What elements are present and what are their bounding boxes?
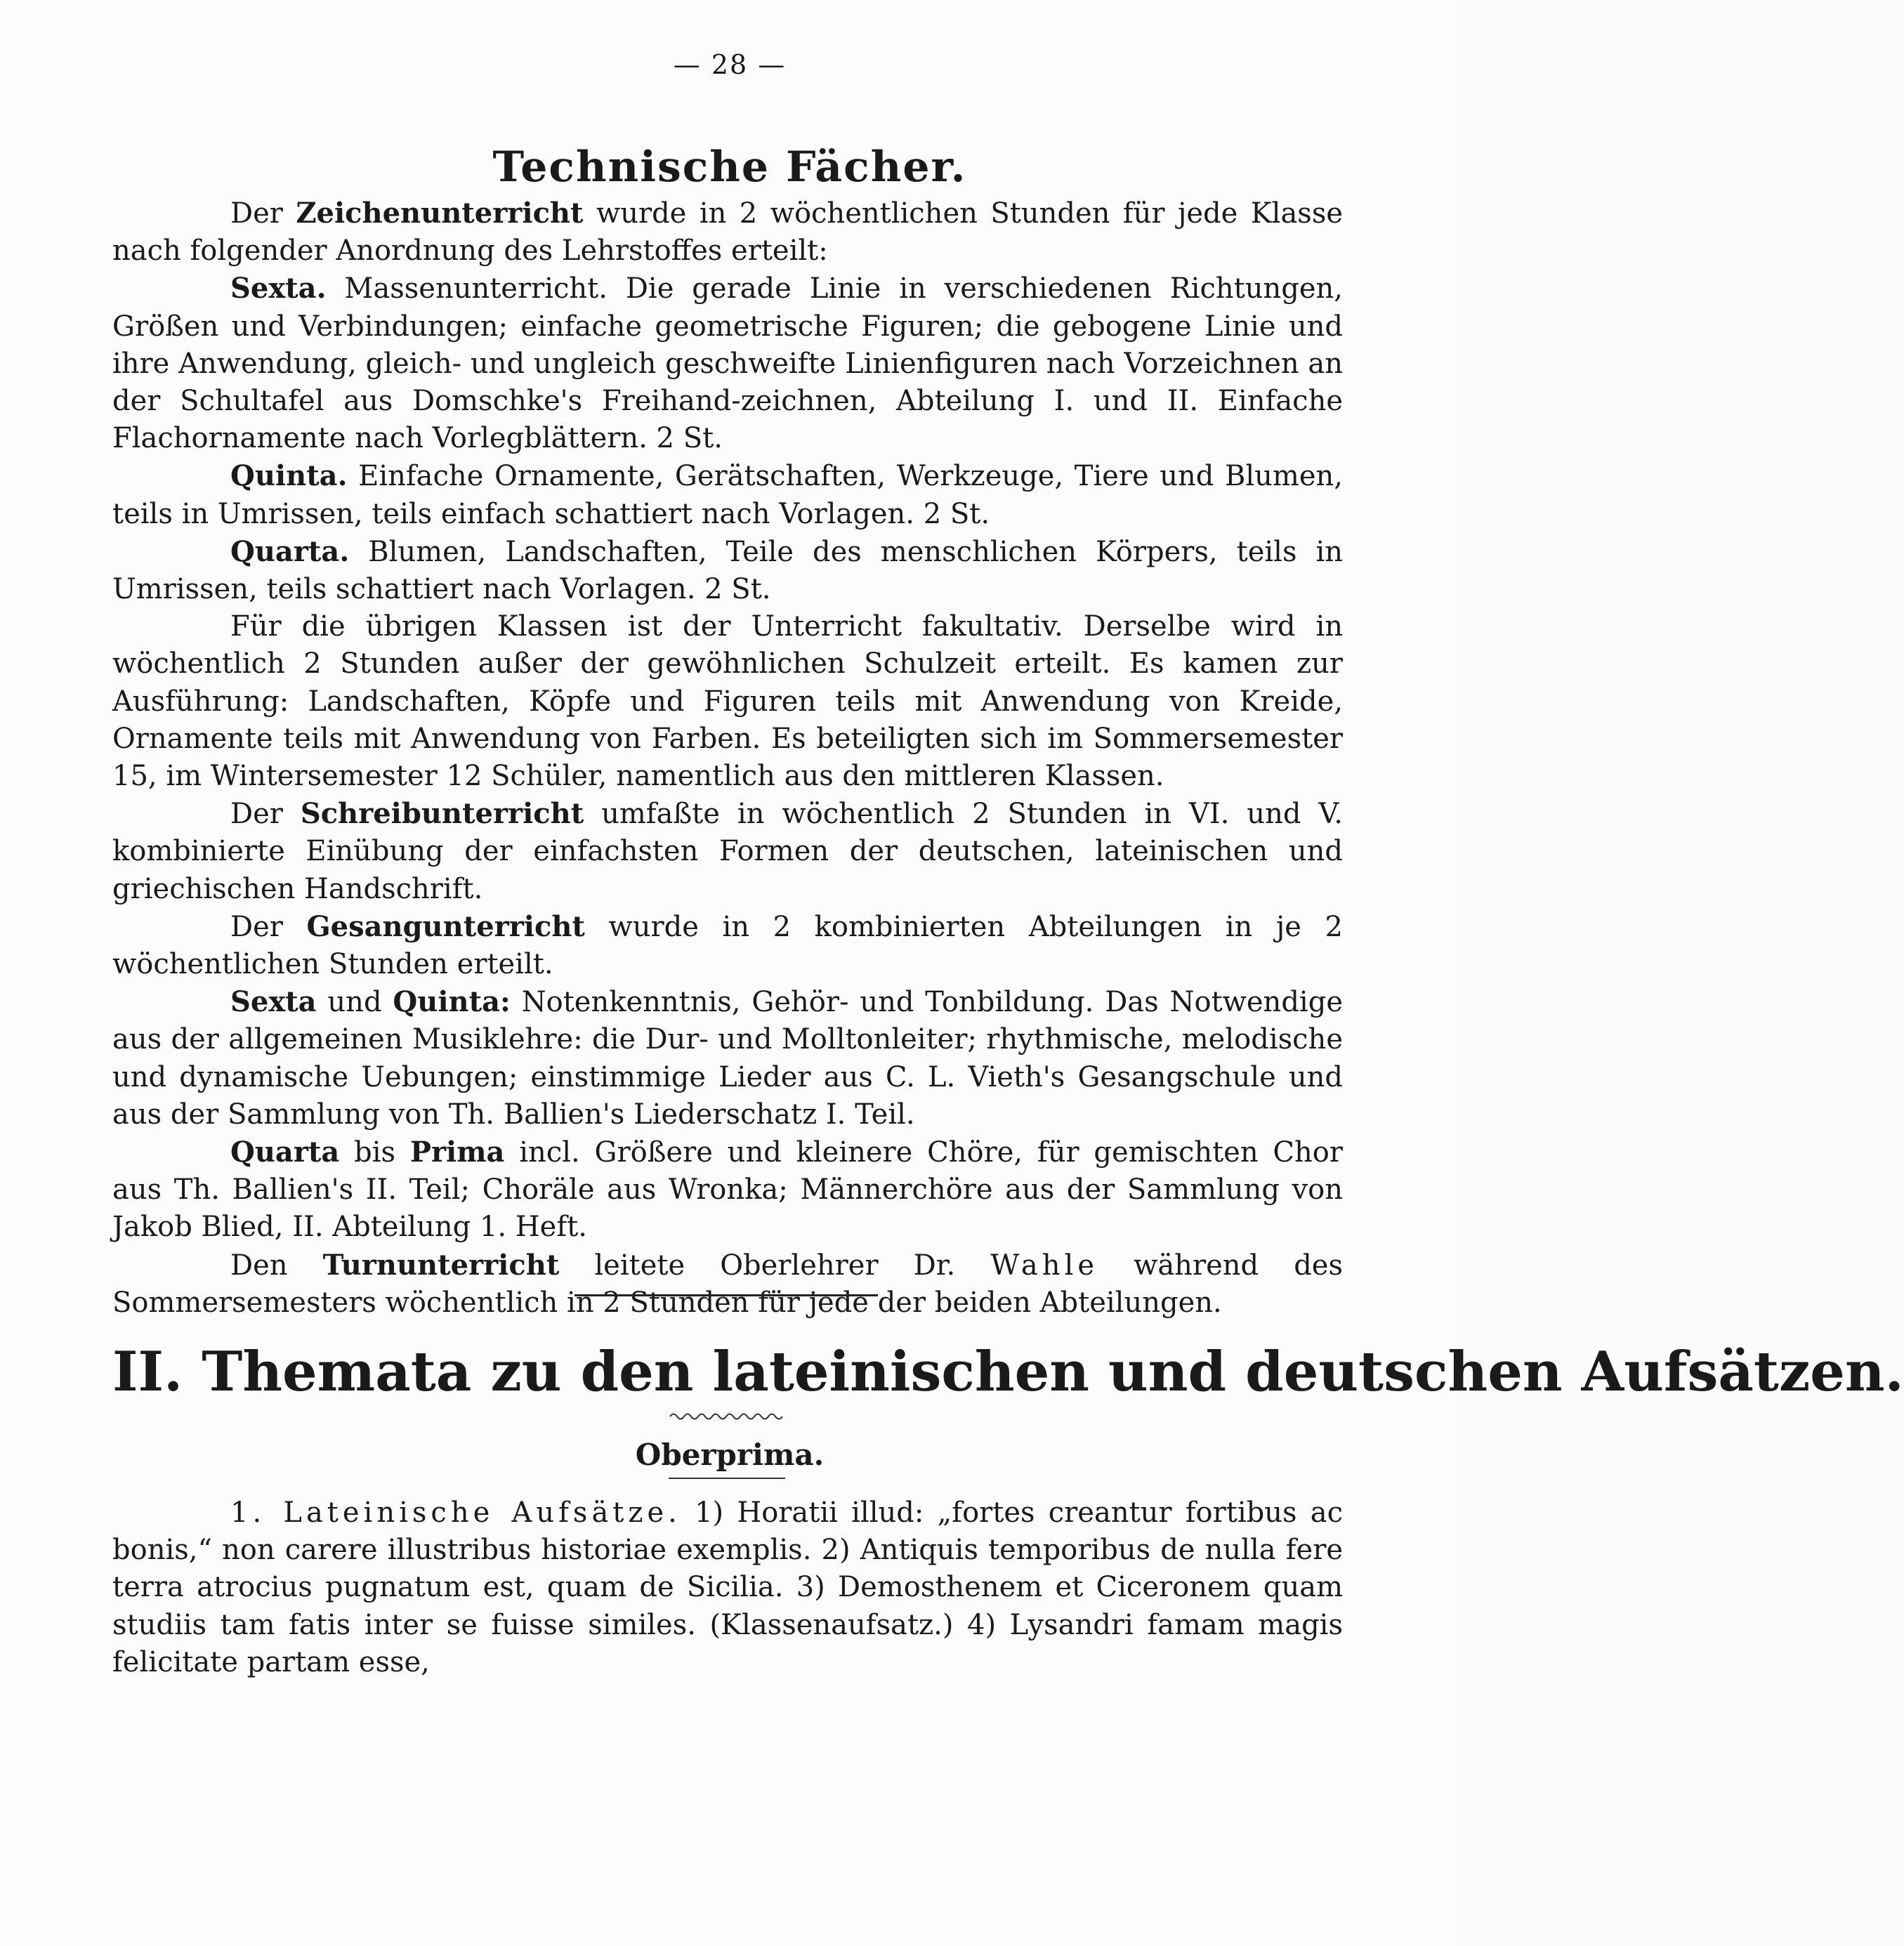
section-body <box>112 195 1343 1322</box>
section-divider <box>575 1294 878 1296</box>
paragraph-schreibunterricht: Der Schreibunterricht umfaßte in wöchentlich 2 Stunden in VI. und V. kombinierte Einübung der einfachsten Formen der deutschen, lateinischen und griechischen Handschrift. <box>112 797 1343 905</box>
wave-ornament <box>670 1412 782 1421</box>
paragraph-latin-essays: 1. Lateinische Aufsätze. 1) Horatii illud: „fortes creantur fortibus ac bonis,“ non carere illustribus historiae exemplis. 2) Antiquis temporibus de nulla fere terra atrocius pugnatum est, quam de Sicilia. 3) Demosthenem et Ciceronem quam studiis tam fatis inter se fuisse similes. (Klassenaufsatz.) 4) Lysandri famam magis felicitate partam esse, <box>112 1497 1343 1678</box>
section-title: Technische Fächer. <box>492 143 967 192</box>
paragraph-quinta: Quinta. Einfache Ornamente, Gerätschaften, Werkzeuge, Tiere und Blumen, teils in Umrissen, teils einfach schattiert nach Vorlagen. 2 St. <box>112 459 1343 530</box>
paragraph-zeichenunterricht: Der Zeichenunterricht wurde in 2 wöchentlichen Stunden für jede Klasse nach folgender Anordnung des Lehrstoffes erteilt: <box>112 197 1344 268</box>
page-number: — 28 — <box>673 49 787 80</box>
paragraph-fakultativ: Für die übrigen Klassen ist der Unterricht fakultativ. Derselbe wird in wöchentlich 2 Stunden außer der gewöhnlichen Schulzeit erteilt. Es kamen zur Ausführung: Landschaften, Köpfe und Figuren teils mit Anwendung von Kreide, Ornamente teils mit Anwendung von Farben. Es beteiligten sich im Sommersemester 15, im Wintersemester 12 Schüler, namentlich aus den mittleren Klassen. <box>112 610 1343 793</box>
paragraph-sexta-quinta-gesang: Sexta und Quinta: Notenkenntnis, Gehör- und Tonbildung. Das Notwendige aus der allgemeinen Musiklehre: die Dur- und Molltonleiter; rhythmische, melodische und dynamische Uebungen; einstimmige Lieder aus C. L. Vieth's Gesangschule und aus der Sammlung von Th. Ballien's Liederschatz I. Teil. <box>112 985 1343 1131</box>
subsection-title: Oberprima. <box>635 1438 825 1472</box>
chapter-title: II. Themata zu den lateinischen und deutschen Aufsätzen. <box>112 1340 1904 1404</box>
paragraph-quarta-prima-gesang: Quarta bis Prima incl. Größere und kleinere Chöre, für gemischten Chor aus Th. Ballien's II. Teil; Choräle aus Wronka; Männerchöre aus der Sammlung von Jakob Blied, II. Abteilung 1. Heft. <box>112 1136 1343 1244</box>
paragraph-quarta: Quarta. Blumen, Landschaften, Teile des menschlichen Körpers, teils in Umrissen, teils schattiert nach Vorlagen. 2 St. <box>112 534 1343 606</box>
subsection-underline <box>669 1478 785 1479</box>
paragraph-turnunterricht: Den Turnunterricht leitete Oberlehrer Dr. Wahle während des Sommersemesters wöchentlich in 2 Stunden für jede der beiden Abteilungen. <box>112 1248 1344 1319</box>
latin-essays-body <box>112 1494 1343 1681</box>
paragraph-sexta: Sexta. Massenunterricht. Die gerade Linie in verschiedenen Richtungen, Größen und Verbindungen; einfache geometrische Figuren; die gebogene Linie und ihre Anwendung, gleich- und ungleich geschweifte Linienfiguren nach Vorzeichnen an der Schultafel aus Domschke's Freihand-zeichnen, Abteilung I. und II. Einfache Flachornamente nach Vorlegblättern. 2 St. <box>112 272 1343 455</box>
paragraph-gesangunterricht: Der Gesangunterricht wurde in 2 kombinierten Abteilungen in je 2 wöchentlichen Stunden erteilt. <box>112 909 1343 981</box>
